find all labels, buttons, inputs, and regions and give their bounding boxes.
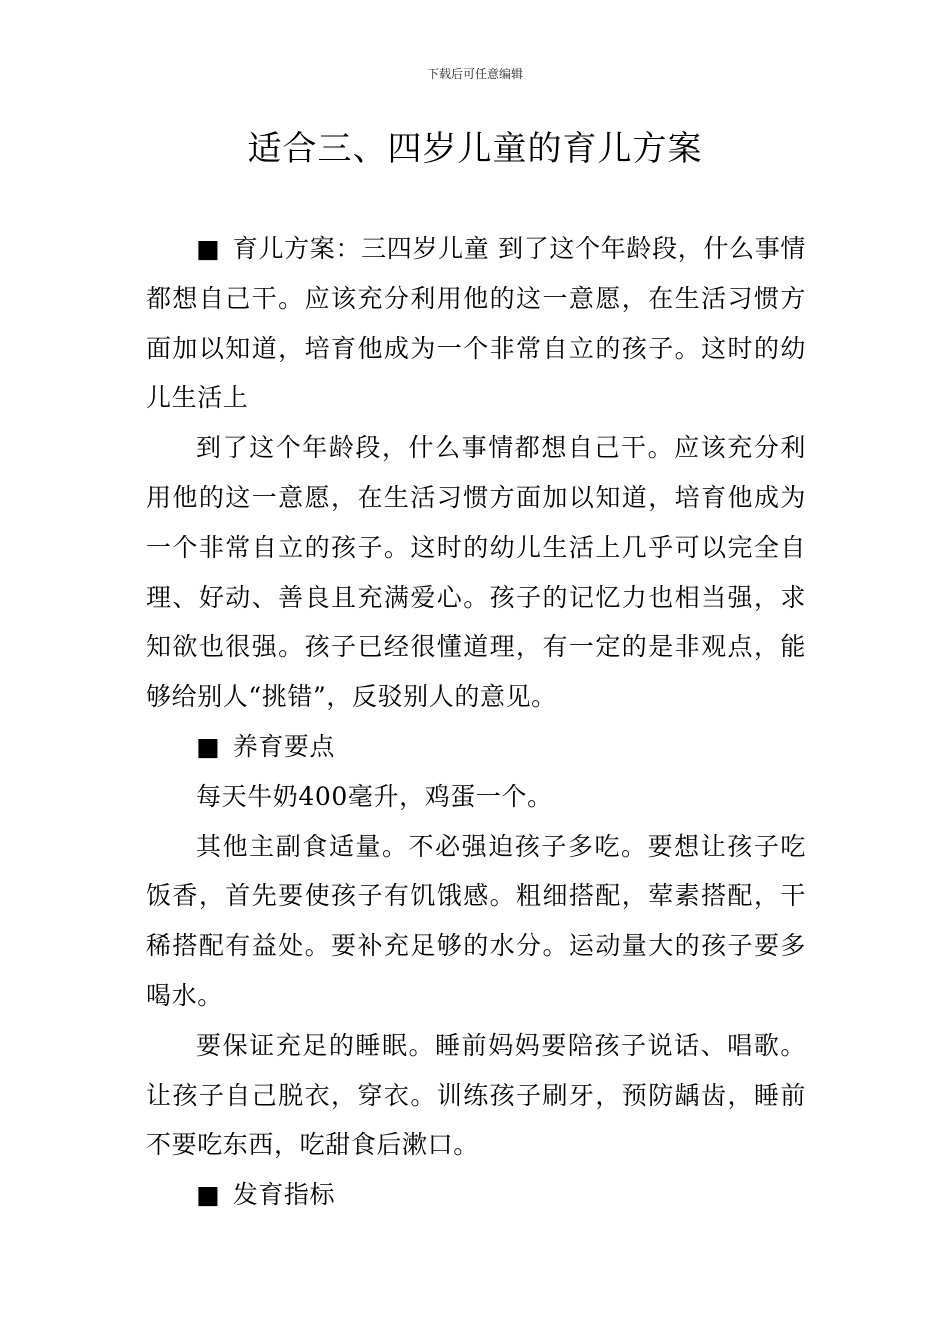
header-note: 下载后可任意编辑	[426, 67, 523, 81]
bullet-square-icon: ■	[196, 234, 221, 263]
paragraph-text: 每天牛奶400毫升，鸡蛋一个。	[196, 781, 553, 811]
paragraph-milk-egg	[146, 772, 806, 822]
paragraph-text: 育儿方案：三四岁儿童 到了这个年龄段，什么事情都想自己干。应该充分利用他的这一意愿，在生活习惯方面加以知道，培育他成为一个非常自立的孩子。这时的幼儿生活上	[146, 234, 806, 413]
document-title: 适合三、四岁儿童的育儿方案	[247, 129, 703, 169]
paragraph-diet	[146, 822, 806, 1021]
bullet-square-icon: ■	[196, 1180, 221, 1210]
paragraph-text: 其他主副食适量。不必强迫孩子多吃。要想让孩子吃饭香，首先要使孩子有饥饿感。粗细搭配，荤素搭配，干稀搭配有益处。要补充足够的水分。运动量大的孩子要多喝水。	[146, 831, 806, 1010]
section-heading-care-points	[146, 722, 806, 772]
paragraph-text: 要保证充足的睡眠。睡前妈妈要陪孩子说话、唱歌。让孩子自己脱衣，穿衣。训练孩子刷牙，预防龋齿，睡前不要吃东西，吃甜食后漱口。	[146, 1030, 806, 1160]
paragraph-text: 到了这个年龄段，什么事情都想自己干。应该充分利用他的这一意愿，在生活习惯方面加以知道，培育他成为一个非常自立的孩子。这时的幼儿生活上几乎可以完全自理、好动、善良且充满爱心。孩子的记忆力也相当强，求知欲也很强。孩子已经很懂道理，有一定的是非观点，能够给别人“挑错”，反驳别人的意见。	[146, 433, 806, 712]
paragraph-sleep	[146, 1021, 806, 1170]
paragraph-intro	[146, 224, 806, 423]
section-heading-text: 发育指标	[232, 1180, 336, 1210]
paragraph-description	[146, 423, 806, 722]
section-heading-text: 养育要点	[232, 731, 336, 761]
document-body	[146, 224, 806, 1220]
bullet-square-icon: ■	[196, 731, 221, 761]
section-heading-development	[146, 1170, 806, 1220]
